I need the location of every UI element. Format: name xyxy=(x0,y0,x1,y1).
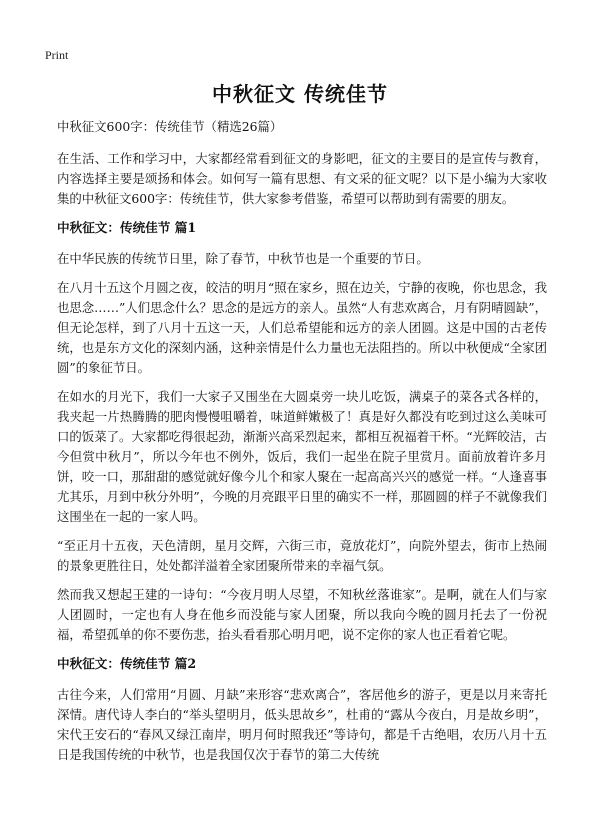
section-heading: 中秋征文：传统佳节 篇2 xyxy=(57,656,197,671)
article-body xyxy=(57,117,547,774)
paragraph: 在如水的月光下，我们一大家子又围坐在大圆桌旁一块儿吃饭，满桌子的菜各式各样的，我夹起一片热腾腾的肥肉慢慢咀嚼着，味道鲜嫩极了！真是好久都没有吃到过这么美味可口的饭菜了。大家都吃得很起劲，渐渐兴高采烈起来，都相互祝福着干杯。“光辉皎洁，古今但赏中秋月”，所以今年也不例外，饭后，我们一起坐在院子里赏月。面前放着许多月饼，咬一口，那甜甜的感觉就好像今儿个和家人聚在一起高高兴兴的感觉一样。“人逢喜事尤其乐，月到中秋分外明”，今晚的月亮跟平日里的确实不一样，那圆圆的样子不就像我们这围坐在一起的一家人吗。 xyxy=(57,389,547,524)
paragraph: “至正月十五夜，天色清朗，星月交辉，六街三市，竟放花灯”，向院外望去，街市上热闹的景象更胜往日，处处都洋溢着全家团聚所带来的幸福气氛。 xyxy=(57,538,547,573)
page-title: 中秋征文 传统佳节 xyxy=(212,82,388,106)
intro-paragraph: 在生活、工作和学习中，大家都经常看到征文的身影吧，征文的主要目的是宣传与教育，内容选择主要是颂扬和体会。如何写一篇有思想、有文采的征文呢？以下是小编为大家收集的中秋征文600字：传统佳节，供大家参考借鉴，希望可以帮助到有需要的朋友。 xyxy=(57,151,547,206)
section-heading: 中秋征文：传统佳节 篇1 xyxy=(57,220,197,235)
print-link[interactable]: Print xyxy=(45,48,69,62)
article-subtitle: 中秋征文600字：传统佳节（精选26篇） xyxy=(57,119,283,134)
paragraph: 在中华民族的传统节日里，除了春节，中秋节也是一个重要的节日。 xyxy=(57,251,429,266)
paragraph: 古往今来，人们常用“月圆、月缺”来形容“悲欢离合”，客居他乡的游子，更是以月来寄托深情。唐代诗人李白的“举头望明月，低头思故乡”，杜甫的“露从今夜白，月是故乡明”，宋代王安石的“春风又绿江南岸，明月何时照我还”等诗句，都是千古绝唱，农历八月十五日是我国传统的中秋节，也是我国仅次于春节的第二大传统 xyxy=(57,687,547,762)
paragraph: 然而我又想起王建的一诗句：“今夜月明人尽望，不知秋丝落谁家”。是啊，就在人们与家人团圆时，一定也有人身在他乡而没能与家人团聚，所以我向今晚的圆月托去了一份祝福，希望孤单的你不要伤悲，抬头看看那心明月吧，说不定你的家人也正看着它呢。 xyxy=(57,587,547,642)
paragraph: 在八月十五这个月圆之夜，皎洁的明月“照在家乡，照在边关，宁静的夜晚，你也思念，我也思念……”人们思念什么？思念的是远方的亲人。虽然“人有悲欢离合，月有阴晴圆缺”，但无论怎样，到了八月十五这一天，人们总希望能和远方的亲人团圆。这是中国的古老传统，也是东方文化的深刻内涵，这种亲情是什么力量也无法阻挡的。所以中秋便成“全家团圆”的象征节日。 xyxy=(57,280,547,375)
